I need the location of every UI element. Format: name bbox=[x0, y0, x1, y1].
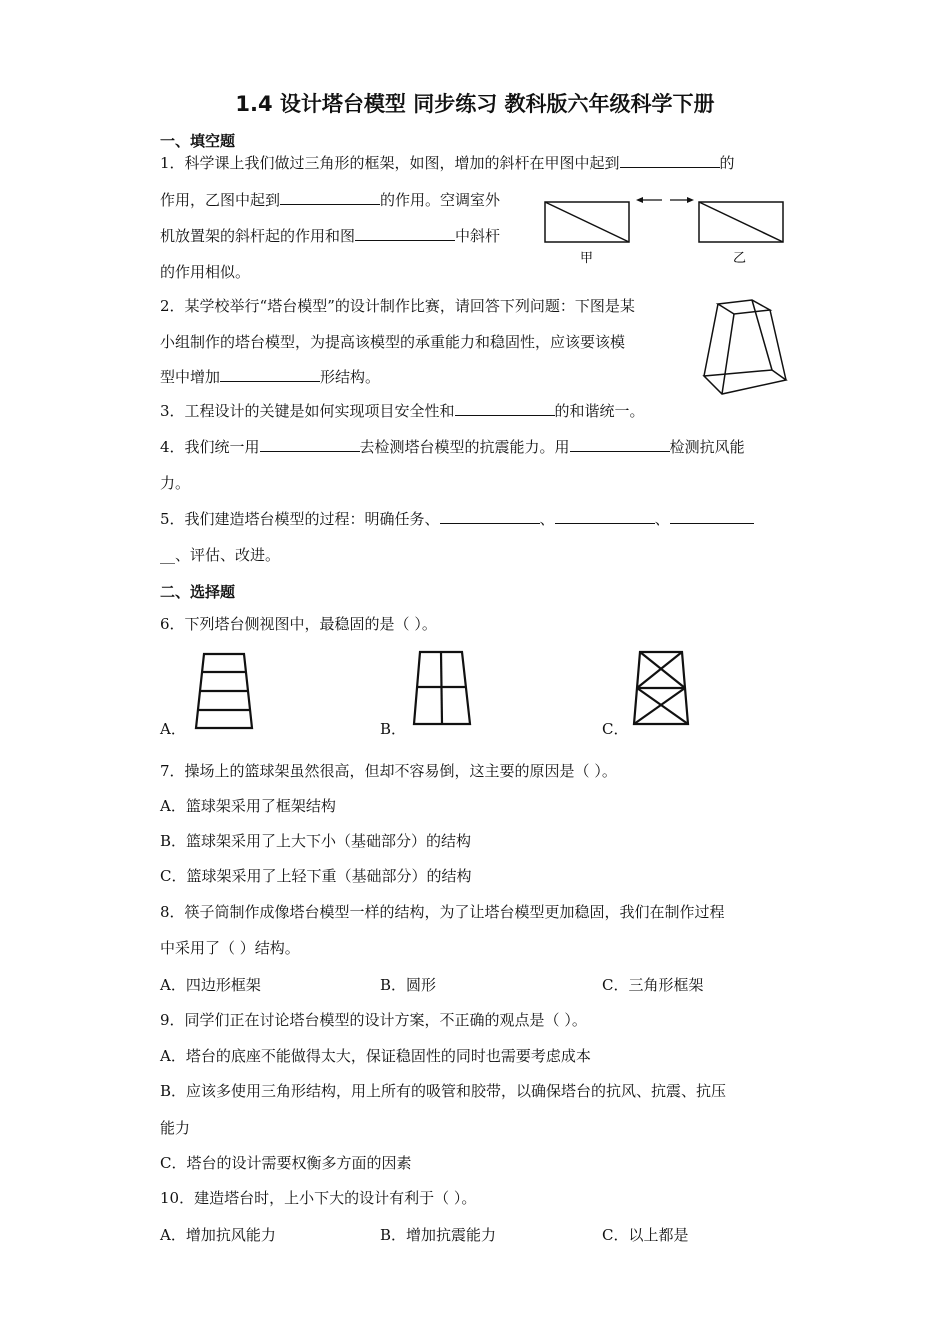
label-jia: 甲 bbox=[580, 251, 594, 266]
q7-option-b[interactable]: B．篮球架采用了上大下小（基础部分）的结构 bbox=[160, 832, 472, 850]
q10-option-c[interactable]: C．以上都是 bbox=[602, 1226, 689, 1244]
q4-blank-2[interactable] bbox=[570, 437, 670, 452]
q3-line: 3．工程设计的关键是如何实现项目安全性和 的和谐统一。 bbox=[160, 402, 645, 420]
q1-frames-figure bbox=[540, 190, 800, 270]
q8-line-2: 中采用了（ ）结构。 bbox=[160, 939, 300, 957]
q3-blank[interactable] bbox=[455, 401, 555, 416]
frame-yi-diagonal bbox=[699, 202, 783, 242]
q1-line-2: 作用，乙图中起到 的作用。空调室外 bbox=[160, 191, 501, 209]
q2-line-2: 小组制作的塔台模型，为提高该模型的承重能力和稳固性，应该要该模 bbox=[160, 333, 626, 351]
q1-line-1: 1．科学课上我们做过三角形的框架，如图，增加的斜杆在甲图中起到 的 bbox=[160, 154, 735, 172]
tower-base bbox=[704, 370, 786, 394]
q6-figure-c bbox=[632, 650, 696, 730]
q6-option-c[interactable]: C． bbox=[602, 720, 629, 738]
q8-option-c[interactable]: C．三角形框架 bbox=[602, 976, 704, 994]
q9-option-c[interactable]: C．塔台的设计需要权衡多方面的因素 bbox=[160, 1154, 412, 1172]
tower-legs bbox=[704, 300, 786, 394]
arrow-left-head bbox=[636, 197, 643, 203]
q6-stem: 6．下列塔台侧视图中，最稳固的是（ ）。 bbox=[160, 615, 437, 633]
q2-line-3: 型中增加 形结构。 bbox=[160, 368, 381, 386]
q4-line-2: 力。 bbox=[160, 474, 191, 492]
q9-option-b-line-2[interactable]: 能力 bbox=[160, 1119, 191, 1137]
q5-blank-3[interactable] bbox=[670, 509, 754, 524]
q4-blank-1[interactable] bbox=[260, 437, 360, 452]
q10-option-b[interactable]: B．增加抗震能力 bbox=[380, 1226, 497, 1244]
label-yi: 乙 bbox=[733, 251, 747, 266]
q9-option-a[interactable]: A．塔台的底座不能做得太大，保证稳固性的同时也需要考虑成本 bbox=[160, 1047, 591, 1065]
q1-blank-3[interactable] bbox=[355, 226, 455, 241]
q7-stem: 7．操场上的篮球架虽然很高，但却不容易倒，这主要的原因是（ ）。 bbox=[160, 762, 617, 780]
q2-tower-model-figure bbox=[692, 296, 792, 398]
q10-option-a[interactable]: A．增加抗风能力 bbox=[160, 1226, 276, 1244]
q2-blank[interactable] bbox=[220, 367, 320, 382]
q7-option-c[interactable]: C．篮球架采用了上轻下重（基础部分）的结构 bbox=[160, 867, 472, 885]
q5-blank-2[interactable] bbox=[555, 509, 655, 524]
q6-figure-a bbox=[192, 652, 262, 732]
q6-option-b[interactable]: B． bbox=[380, 720, 407, 738]
q8-line-1: 8．筷子筒制作成像塔台模型一样的结构，为了让塔台模型更加稳固，我们在制作过程 bbox=[160, 903, 725, 921]
q6-option-a[interactable]: A． bbox=[160, 720, 186, 738]
q2-line-1: 2．某学校举行“塔台模型”的设计制作比赛，请回答下列问题：下图是某 bbox=[160, 297, 635, 315]
frame-jia-diagonal bbox=[545, 202, 629, 242]
q1-line-3: 机放置架的斜杆起的作用和图 中斜杆 bbox=[160, 227, 501, 245]
q1-blank-1[interactable] bbox=[620, 153, 720, 168]
page-title: 1.4 设计塔台模型 同步练习 教科版六年级科学下册 bbox=[235, 92, 715, 116]
section-fill-blank-heading: 一、填空题 bbox=[160, 132, 236, 150]
q7-option-a[interactable]: A．篮球架采用了框架结构 bbox=[160, 797, 336, 815]
q1-blank-2[interactable] bbox=[280, 190, 380, 205]
q5-blank-1[interactable] bbox=[440, 509, 540, 524]
q4-line-1: 4．我们统一用 去检测塔台模型的抗震能力。用 检测抗风能 bbox=[160, 438, 745, 456]
q1-line-4: 的作用相似。 bbox=[160, 263, 251, 281]
q6-figure-b bbox=[410, 650, 474, 730]
q8-option-b[interactable]: B．圆形 bbox=[380, 976, 437, 994]
q8-option-a[interactable]: A．四边形框架 bbox=[160, 976, 261, 994]
tower-top-face bbox=[718, 300, 770, 314]
q5-line-1: 5．我们建造塔台模型的过程：明确任务、 、 、 bbox=[160, 509, 754, 529]
q10-stem: 10．建造塔台时，上小下大的设计有利于（ ）。 bbox=[160, 1189, 477, 1207]
section-choice-heading: 二、选择题 bbox=[160, 583, 236, 601]
q9-option-b-line-1[interactable]: B．应该多使用三角形结构，用上所有的吸管和胶带，以确保塔台的抗风、抗震、抗压 bbox=[160, 1082, 727, 1100]
q5-line-2: __、评估、改进。 bbox=[160, 546, 281, 564]
arrow-right-head bbox=[687, 197, 694, 203]
q9-stem: 9．同学们正在讨论塔台模型的设计方案，不正确的观点是（ ）。 bbox=[160, 1011, 587, 1029]
